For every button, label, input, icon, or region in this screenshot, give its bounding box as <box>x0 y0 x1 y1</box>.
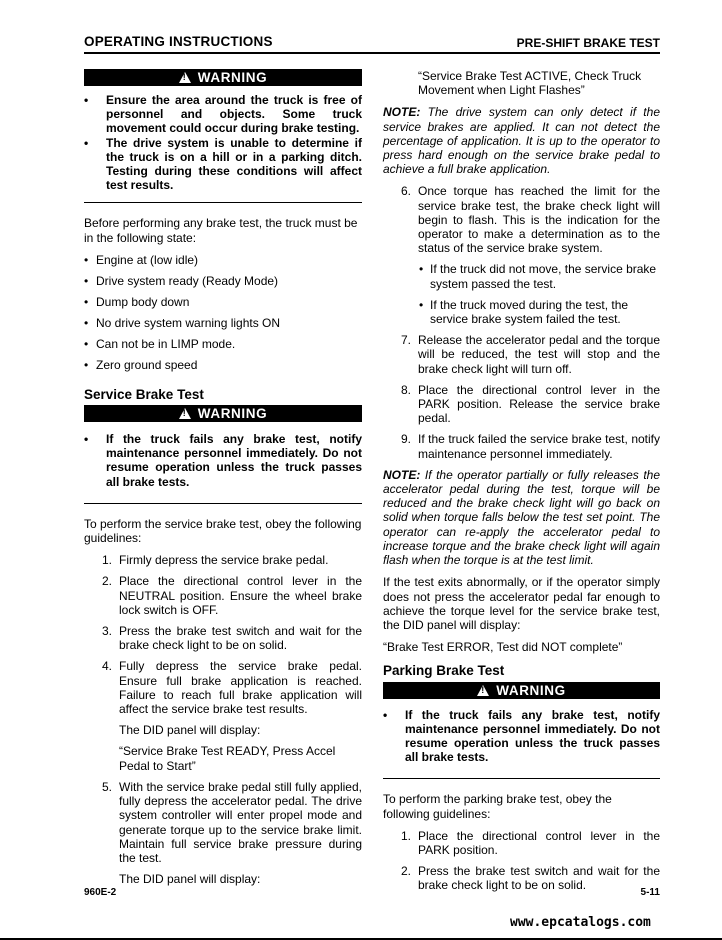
list-item <box>84 553 362 567</box>
section-title: OPERATING INSTRUCTIONS <box>84 34 273 49</box>
warning-item: • Ensure the area around the truck is free of personnel and objects. Some truck movement could occur during brake testing. <box>84 93 362 136</box>
step-text: Place the directional control lever in the PARK position. <box>418 828 660 857</box>
list-item <box>383 864 660 892</box>
step-number: 9. <box>401 432 412 447</box>
step-text: Release the accelerator pedal and the torque will be reduced, the test will stop and the brake check light will turn off. <box>418 333 660 376</box>
service-steps-cont <box>84 780 362 865</box>
warning-item: • The drive system is unable to determine if the truck is on a hill or in a parking ditch. Testing during these conditions will affect test results. <box>84 136 362 193</box>
step-text: If the truck failed the service brake test, notify maintenance personnel immediately. <box>418 432 660 461</box>
document-code: 960E-2 <box>84 887 117 898</box>
page-header <box>84 34 660 54</box>
warning-label: WARNING <box>496 682 566 698</box>
list-item <box>383 829 660 857</box>
warning-triangle-icon <box>179 408 191 419</box>
service-steps-right-b <box>383 333 660 461</box>
list-item <box>84 780 362 865</box>
list-item <box>84 659 362 716</box>
parking-brake-heading: Parking Brake Test <box>383 663 505 679</box>
step-text: Firmly depress the service brake pedal. <box>119 553 329 568</box>
parking-steps <box>383 829 660 893</box>
note-text: If the operator partially or fully releases the accelerator pedal during the test, torque will be reduced and the brake check light will go back on solid when torque falls below the test set point. The operator can re-apply the accelerator pedal to increase torque and the brake check light will again flash when the torque is at the test limit. <box>383 467 660 568</box>
service-steps-right <box>383 184 660 255</box>
service-intro: To perform the service brake test, obey the following guidelines: <box>84 516 362 546</box>
warning-item: • If the truck fails any brake test, notify maintenance personnel immediately. Do not resume operation unless the truck passes all brake tests. <box>383 708 660 765</box>
left-column <box>84 69 362 886</box>
right-column <box>383 69 660 893</box>
list-item <box>383 432 660 460</box>
warning-banner <box>84 69 362 86</box>
step-number: 2. <box>102 574 113 589</box>
list-item <box>84 624 362 652</box>
list-item: • No drive system warning lights ON <box>84 316 362 337</box>
intro-text: Before performing any brake test, the truck must be in the following state: <box>84 216 358 245</box>
list-item <box>383 333 660 376</box>
result-list <box>383 262 660 326</box>
warning-banner <box>84 405 362 422</box>
note-text: The drive system can only detect if the service brakes are applied. It can not detect the percentage of application. It is up to the operator to press hard enough on the service brake pedal to achieve a full brake application. <box>383 105 660 177</box>
list-item <box>383 184 660 255</box>
note <box>383 468 660 567</box>
step-text: Fully depress the service brake pedal. Ensure full brake application is reached. Failure to reach full brake application will affect the service brake test results. <box>119 659 362 717</box>
list-item: • Engine at (low idle) <box>84 253 362 274</box>
step-text: Place the directional control lever in the PARK position. Release the service brake pedal. <box>418 382 660 426</box>
parking-intro: To perform the parking brake test, obey the following guidelines: <box>383 792 612 821</box>
page-topic: PRE-SHIFT BRAKE TEST <box>516 36 660 50</box>
warning-label: WARNING <box>197 406 268 422</box>
list-item <box>383 383 660 426</box>
note-label: NOTE: <box>383 467 421 482</box>
warning-list <box>84 422 362 504</box>
did-label: The DID panel will display: <box>119 723 261 738</box>
step-number: 8. <box>401 382 412 397</box>
did-message-error: “Brake Test ERROR, Test did NOT complete” <box>383 640 623 655</box>
warning-label: WARNING <box>197 70 268 85</box>
step-number: 1. <box>102 553 113 568</box>
note-label: NOTE: <box>383 105 421 120</box>
step-number: 5. <box>102 779 113 794</box>
truck-state-list <box>84 253 362 379</box>
abnormal-text: If the test exits abnormally, or if the operator simply does not press the accelerator pedal far enough to achieve the torque level for the service brake test, the DID panel will display: <box>383 575 660 632</box>
step-number: 2. <box>401 864 412 879</box>
list-item: • Drive system ready (Ready Mode) <box>84 274 362 295</box>
page-number: 5-11 <box>640 887 660 898</box>
note <box>383 105 660 176</box>
list-item <box>84 574 362 617</box>
did-message-active: “Service Brake Test ACTIVE, Check Truck Movement when Light Flashes” <box>418 69 642 98</box>
step-text: Press the brake test switch and wait for the brake check light to be on solid. <box>418 864 660 893</box>
list-item: • Zero ground speed <box>84 358 362 379</box>
step-number: 7. <box>401 333 412 348</box>
service-brake-heading: Service Brake Test <box>84 386 204 402</box>
list-item: • Dump body down <box>84 295 362 316</box>
list-item: • Can not be in LIMP mode. <box>84 337 362 358</box>
did-message-ready: “Service Brake Test READY, Press Accel Pedal to Start” <box>119 744 336 773</box>
step-text: Press the brake test switch and wait for the brake check light to be on solid. <box>119 624 362 653</box>
watermark: www.epcatalogs.com <box>510 915 651 930</box>
warning-triangle-icon <box>477 685 489 696</box>
step-number: 1. <box>401 828 412 843</box>
did-label: The DID panel will display: <box>119 872 261 887</box>
list-item: • If the truck moved during the test, the service brake system failed the test. <box>383 298 660 326</box>
step-text: Once torque has reached the limit for the service brake test, the brake check light will begin to flash. This is the indication for the operator to make a determination as to the status of the service brake system. <box>418 184 660 256</box>
warning-list <box>383 699 660 780</box>
warning-banner <box>383 682 660 699</box>
step-text: With the service brake pedal still fully applied, fully depress the accelerator pedal. The drive system controller will enter propel mode and generate torque up to the service brake limit. Maintain full service brake pressure during the test. <box>119 779 362 865</box>
warning-triangle-icon <box>179 72 191 83</box>
step-number: 3. <box>102 624 113 639</box>
step-number: 6. <box>401 184 412 199</box>
step-number: 4. <box>102 659 113 674</box>
warning-list <box>84 86 362 203</box>
list-item: • If the truck did not move, the service brake system passed the test. <box>383 262 660 290</box>
service-steps <box>84 553 362 716</box>
step-text: Place the directional control lever in the NEUTRAL position. Ensure the wheel brake lock switch is OFF. <box>119 574 362 617</box>
warning-item: • If the truck fails any brake test, notify maintenance personnel immediately. Do not resume operation unless the truck passes all brake tests. <box>84 432 362 489</box>
